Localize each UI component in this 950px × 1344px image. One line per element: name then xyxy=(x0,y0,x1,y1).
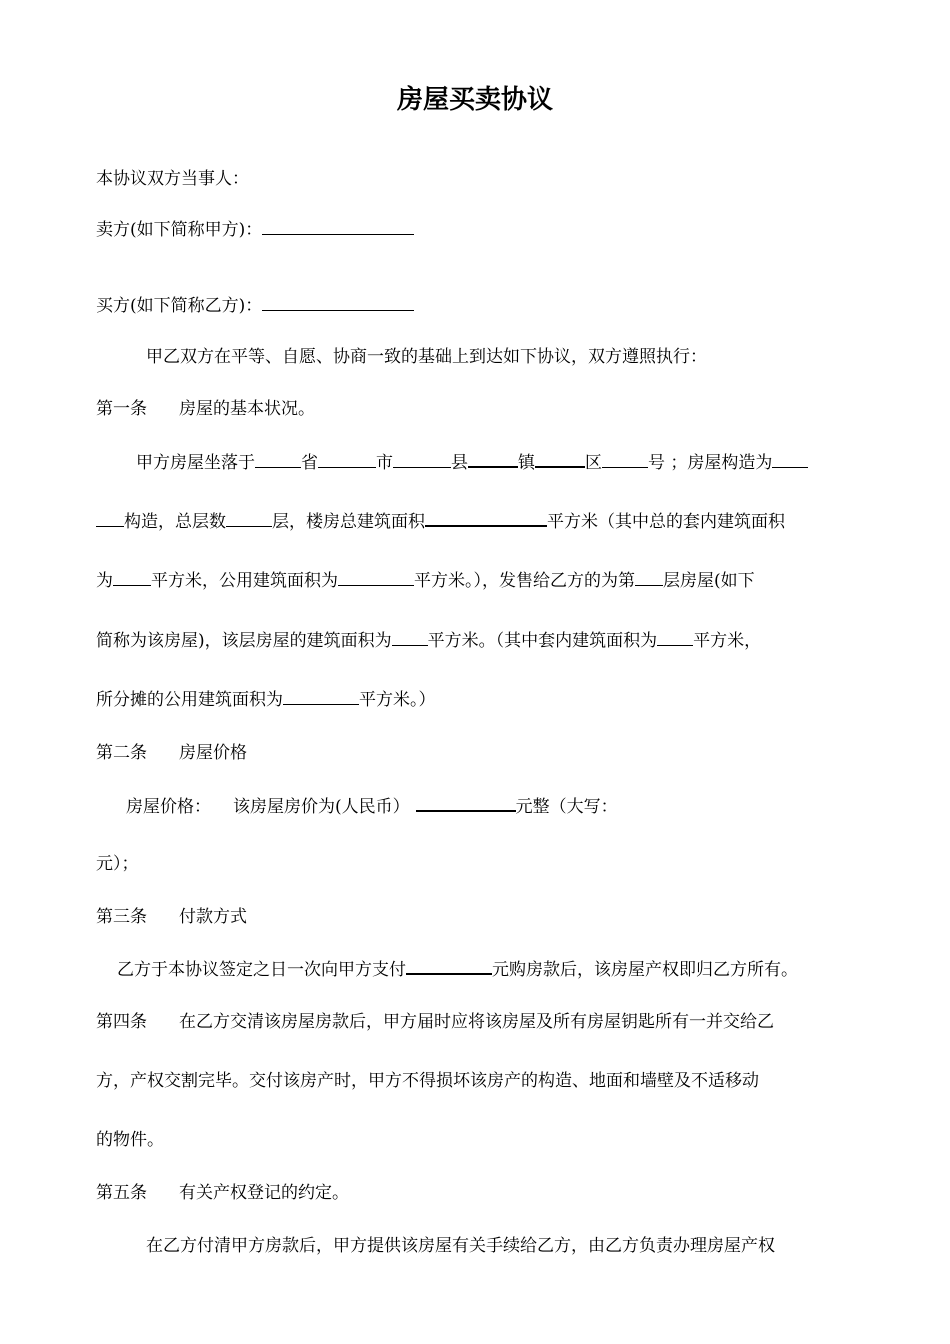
article-number: 第五条 xyxy=(96,1183,147,1203)
article-2-line-2: 元）； xyxy=(96,854,139,874)
structure-field-cont[interactable] xyxy=(96,511,124,527)
text-span: 层，楼房总建筑面积 xyxy=(272,512,425,532)
article-2-line-1 xyxy=(126,795,618,818)
article-5-heading xyxy=(96,1182,349,1204)
article-title: 付款方式 xyxy=(179,907,247,927)
district-field[interactable] xyxy=(535,451,585,468)
floor-inner-area-field[interactable] xyxy=(657,630,693,646)
article-3-line-1 xyxy=(117,958,798,981)
text-span: 在乙方交清该房屋房款后，甲方届时应将该房屋及所有房屋钥匙所有一并交给乙 xyxy=(179,1012,774,1032)
text-span: 简称为该房屋)，该层房屋的建筑面积为 xyxy=(96,631,392,651)
buyer-name-field[interactable] xyxy=(262,295,414,311)
seller-name-field[interactable] xyxy=(262,219,414,235)
text-span: 平方米， xyxy=(693,631,762,651)
text-span: 平方米。），发售给乙方的为第 xyxy=(414,571,635,591)
article-1-line-2 xyxy=(96,510,785,533)
article-title: 房屋的基本状况。 xyxy=(179,399,315,419)
text-span: 区 xyxy=(585,453,602,473)
article-1-heading xyxy=(96,398,315,420)
text-span: 房屋价格： xyxy=(126,797,211,817)
text-span: 元整（大写： xyxy=(515,797,618,817)
article-number: 第一条 xyxy=(96,399,147,419)
floor-number-field[interactable] xyxy=(635,570,663,586)
floors-field[interactable] xyxy=(226,511,272,527)
article-4-line-2: 方，产权交割完毕。交付该房产时，甲方不得损坏该房产的构造、地面和墙壁及不适移动 xyxy=(96,1071,759,1091)
province-field[interactable] xyxy=(255,452,301,468)
parties-intro: 本协议双方当事人： xyxy=(96,169,249,189)
city-field[interactable] xyxy=(318,452,376,468)
article-4-line-1 xyxy=(96,1011,774,1033)
buyer-line xyxy=(96,295,414,317)
number-field[interactable] xyxy=(602,452,648,468)
article-1-line-4 xyxy=(96,630,761,652)
article-4-line-3: 的物件。 xyxy=(96,1130,164,1150)
inner-area-field[interactable] xyxy=(113,570,151,586)
buyer-label: 买方(如下简称乙方)： xyxy=(96,296,263,316)
article-1-line-5 xyxy=(96,689,436,711)
text-span: 构造，总层数 xyxy=(124,512,226,532)
text-span: 甲方房屋坐落于 xyxy=(136,453,255,473)
text-span: 平方米。（其中套内建筑面积为 xyxy=(427,631,658,651)
text-span: 平方米，公用建筑面积为 xyxy=(151,571,338,591)
text-span: 为 xyxy=(96,571,113,591)
floor-area-field[interactable] xyxy=(392,630,428,646)
text-span: 层房屋(如下 xyxy=(663,571,755,591)
text-span: 该房屋房价为(人民币） xyxy=(233,797,410,817)
text-span: 号 ；房屋构造为 xyxy=(648,453,773,473)
text-span: 县 xyxy=(451,453,468,473)
public-area-field[interactable] xyxy=(338,570,414,586)
total-area-field[interactable] xyxy=(425,510,547,527)
article-5-line-1: 在乙方付清甲方房款后，甲方提供该房屋有关手续给乙方，由乙方负责办理房屋产权 xyxy=(146,1236,775,1256)
text-span: 省 xyxy=(301,453,318,473)
text-span: 平方米。） xyxy=(359,690,436,710)
article-3-heading xyxy=(96,906,247,928)
text-span: 平方米（其中总的套内建筑面积 xyxy=(547,512,785,532)
text-span: 元购房款后，该房屋产权即归乙方所有。 xyxy=(492,960,798,980)
article-number: 第二条 xyxy=(96,743,147,763)
article-title: 房屋价格 xyxy=(179,743,247,763)
town-field[interactable] xyxy=(468,451,518,468)
structure-field[interactable] xyxy=(772,452,808,468)
text-span: 所分摊的公用建筑面积为 xyxy=(96,690,283,710)
text-span: 乙方于本协议签定之日一次向甲方支付 xyxy=(117,960,406,980)
seller-line xyxy=(96,219,414,241)
text-span: 镇 xyxy=(518,453,535,473)
document-title: 房屋买卖协议 xyxy=(396,85,553,115)
article-title: 有关产权登记的约定。 xyxy=(179,1183,349,1203)
article-number: 第三条 xyxy=(96,907,147,927)
article-2-heading xyxy=(96,742,247,764)
preamble: 甲乙双方在平等、自愿、协商一致的基础上到达如下协议，双方遵照执行： xyxy=(146,347,707,367)
article-1-line-3 xyxy=(96,570,755,592)
article-1-line-1 xyxy=(136,451,808,474)
payment-field[interactable] xyxy=(406,958,492,975)
shared-area-field[interactable] xyxy=(283,689,359,705)
county-field[interactable] xyxy=(393,452,451,468)
text-span: 市 xyxy=(376,453,393,473)
seller-label: 卖方(如下简称甲方)： xyxy=(96,220,263,240)
article-number: 第四条 xyxy=(96,1012,147,1032)
price-field[interactable] xyxy=(416,795,516,812)
